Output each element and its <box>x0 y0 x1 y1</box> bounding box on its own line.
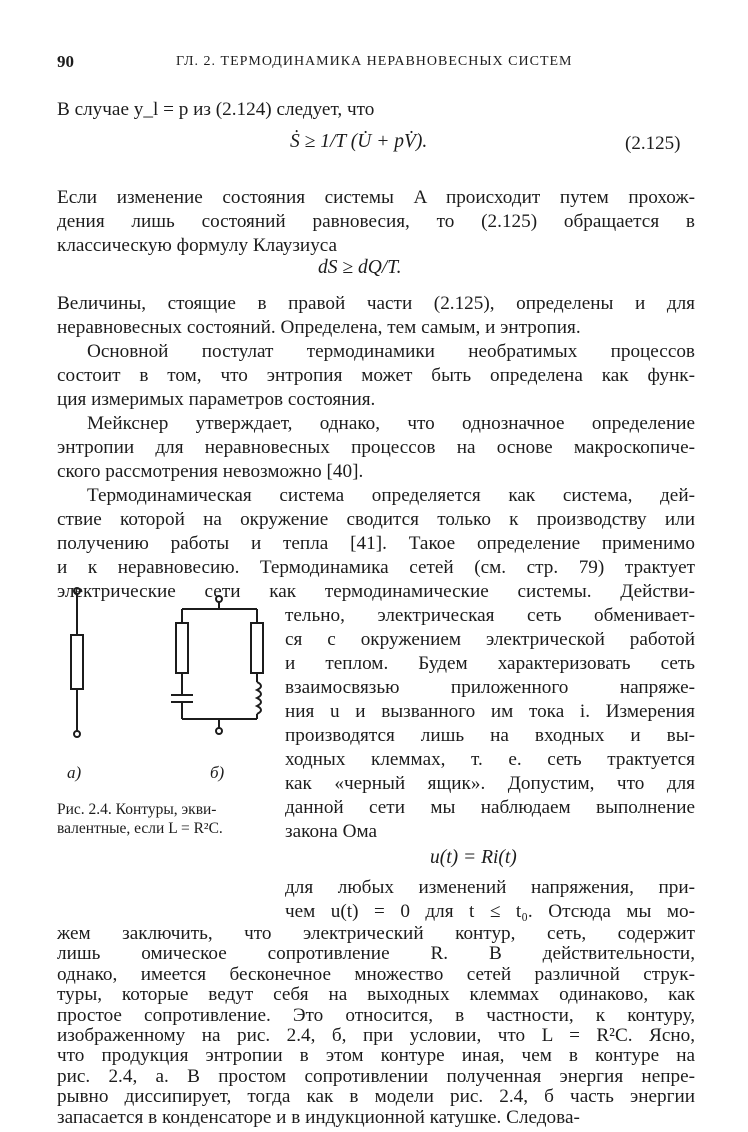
figure-label-b: б) <box>210 763 225 782</box>
para6-wrap-line: производятся лишь на входных и вы- <box>285 725 695 746</box>
para5-line: энтропии для неравновесных процессов на основе макроскопиче- <box>57 437 695 458</box>
para7-line: что продукция энтропии в этом контуре иная, чем в контуре на <box>57 1045 695 1067</box>
para6-wrap-line: данной сети мы наблюдаем выполнение <box>285 797 695 818</box>
para2-line: Если изменение состояния системы A происходит путем прохож- <box>57 187 695 208</box>
para6-line: и к неравновесию. Термодинамика сетей (см. стр. 79) трактует <box>57 557 695 578</box>
para6-wrap-line: как «черный ящик». Допустим, что для <box>285 773 695 794</box>
para4-line: состоит в том, что энтропия может быть определена как функ- <box>57 365 695 386</box>
equation-2-125: Ṡ ≥ 1/T (U̇ + pV̇). <box>290 131 428 152</box>
para7-line: изображенному на рис. 2.4, б, при условии, что L = R²C. Ясно, <box>57 1025 695 1046</box>
para7-line: рис. 2.4, а. В простом сопротивлении полученная энергия непре- <box>57 1065 695 1087</box>
para7-line: лишь омическое сопротивление R. В действительности, <box>57 943 695 965</box>
figure-label-a: а) <box>67 763 82 782</box>
para6-wrap-line: ния u и вызванного им тока i. Измерения <box>285 701 695 722</box>
para6-line: Термодинамическая система определяется как система, дей- <box>87 485 695 506</box>
para6-wrap-line: и теплом. Будем характеризовать сеть <box>285 653 695 674</box>
para7-wrap-line: для любых изменений напряжения, при- <box>285 877 695 898</box>
para6-wrap-line: взаимосвязью приложенного напряже- <box>285 677 695 698</box>
para7-line: рывно диссипирует, тогда как в модели рис. 2.4, б часть энергии <box>57 1086 695 1108</box>
circuit-a-resistor <box>71 588 83 737</box>
equation-ohm: u(t) = Ri(t) <box>430 847 517 868</box>
para3-line: Величины, стоящие в правой части (2.125), определены и для <box>57 293 695 314</box>
para7-wrap-line: чем u(t) = 0 для t ≤ t₀. Отсюда мы мо- <box>285 901 695 922</box>
figure-caption-line: Рис. 2.4. Контуры, экви- <box>57 801 217 818</box>
para1-line: В случае y_l = p из (2.124) следует, что <box>57 99 375 120</box>
page-number: 90 <box>57 52 74 71</box>
para3-line: неравновесных состояний. Определена, тем самым, и энтропия. <box>57 317 581 338</box>
circuit-figure <box>55 585 275 775</box>
para7-line: жем заключить, что электрический контур, сеть, содержит <box>57 923 695 944</box>
para7-line: простое сопротивление. Это относится, в частности, к контуру, <box>57 1004 695 1026</box>
para4-line: ция измеримых параметров состояния. <box>57 389 376 410</box>
para2-line: классическую формулу Клаузиуса <box>57 235 338 256</box>
para6-line: получению работы и тепла [41]. Такое определение применимо <box>57 533 695 554</box>
circuit-b-rlc <box>171 596 263 734</box>
para6-wrap-line: ходных клеммах, т. е. сеть трактуется <box>285 749 695 770</box>
para6-wrap-line: ся с окружением электрической работой <box>285 629 695 650</box>
para7-line: туры, которые ведут себя на выходных клеммах одинаково, как <box>57 984 695 1006</box>
para7-line: однако, имеется бесконечное множество сетей различной струк- <box>57 963 695 985</box>
figure-caption-line: валентные, если L = R²C. <box>57 820 223 837</box>
para5-line: ского рассмотрения невозможно [40]. <box>57 461 364 482</box>
para7-line: запасается в конденсаторе и в индукционной катушке. Следова- <box>57 1106 580 1128</box>
para4-line: Основной постулат термодинамики необратимых процессов <box>87 341 695 362</box>
para6-line: ствие которой на окружение сводится только к производству или <box>57 509 695 530</box>
para2-line: дения лишь состояний равновесия, то (2.125) обращается в <box>57 211 695 232</box>
para6-line: электрические сети как термодинамические системы. Действи- <box>57 581 695 602</box>
para5-line: Мейкснер утверждает, однако, что однозначное определение <box>87 413 695 434</box>
equation-clausius: dS ≥ dQ/T. <box>318 257 402 278</box>
para6-wrap-line: закона Ома <box>285 821 378 842</box>
para6-wrap-line: тельно, электрическая сеть обменивает- <box>285 605 695 626</box>
equation-number: (2.125) <box>625 133 681 154</box>
running-title: ГЛ. 2. ТЕРМОДИНАМИКА НЕРАВНОВЕСНЫХ СИСТЕМ <box>176 54 573 69</box>
